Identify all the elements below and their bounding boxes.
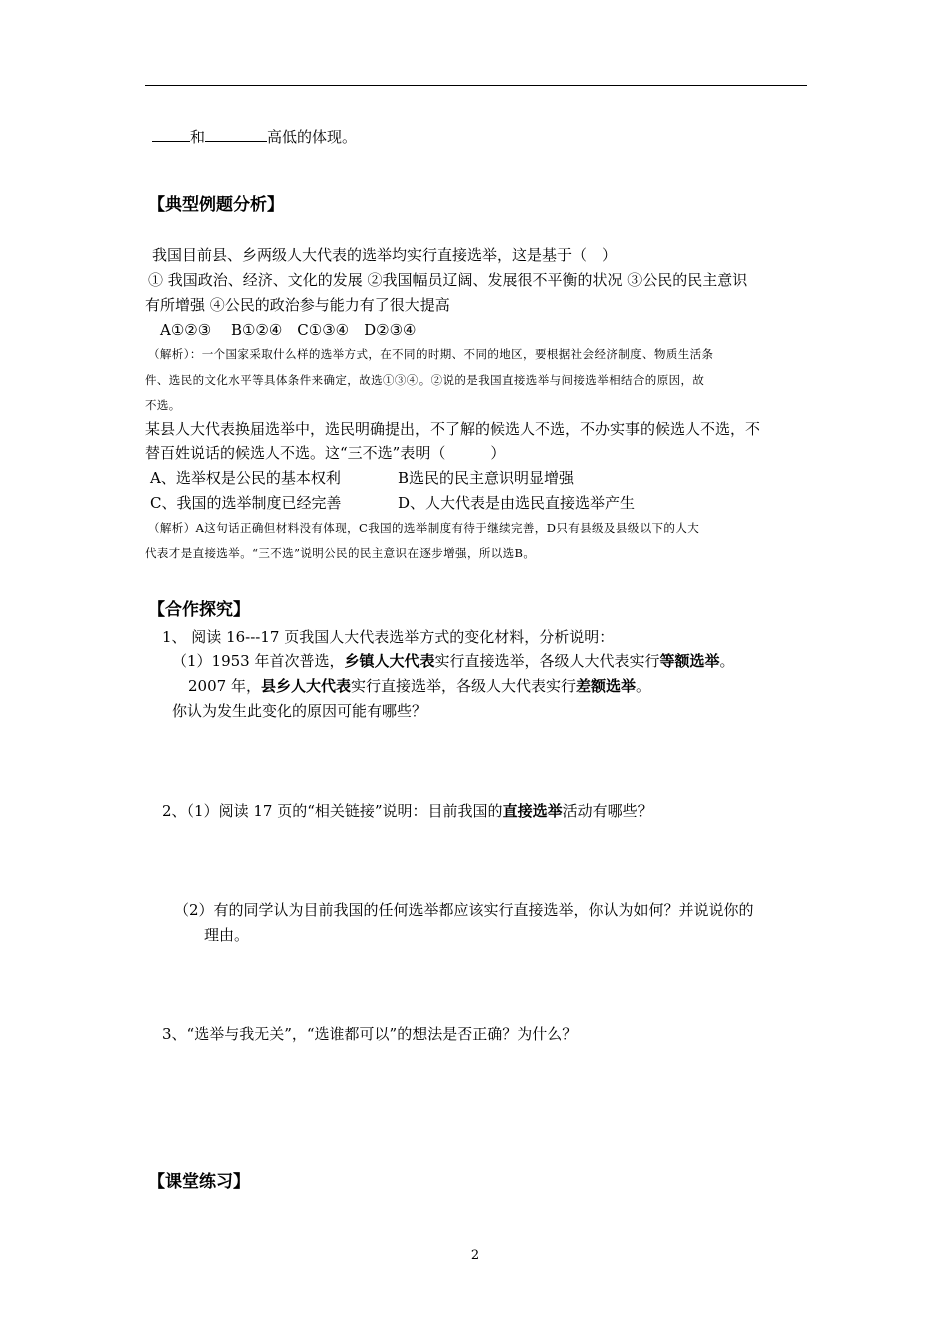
item1-line1-bold2: 等额选举: [659, 652, 720, 670]
item1-line2-bold2: 差额选举: [575, 677, 636, 695]
header-rule: [145, 85, 807, 86]
answer-blank-2[interactable]: [205, 127, 267, 142]
item1-line2: [188, 676, 651, 696]
item2-line1-text2: 活动有哪些？: [562, 802, 653, 820]
q2-analysis-line2: 代表才是直接选举。“三不选”说明公民的民主意识在逐步增强，所以选B。: [145, 546, 536, 560]
q2-option-c: C、我国的选举制度已经完善: [150, 494, 342, 512]
text-tail: 高低的体现。: [267, 128, 358, 146]
item2-sub2-line1: （2）有的同学认为目前我国的任何选举都应该实行直接选举，你认为如何？并说说你的: [174, 901, 754, 919]
q2-stem-line2: 替百姓说话的候选人不选。这“三不选”表明（ ）: [145, 444, 506, 462]
item2-line1-text1: 2、（1）阅读 17 页的“相关链接”说明：目前我国的: [162, 802, 503, 820]
item1-line2-text1: 2007 年，: [188, 677, 261, 695]
q1-items-line1: ① 我国政治、经济、文化的发展 ②我国幅员辽阔、发展很不平衡的状况 ③公民的民主意识: [148, 271, 748, 289]
q1-items-line2: 有所增强 ④公民的政治参与能力有了很大提高: [145, 296, 450, 314]
section-title-class-exercise: 【课堂练习】: [148, 1172, 250, 1192]
item2-line1: [162, 801, 653, 821]
item1-line1: [172, 651, 735, 671]
q2-option-a: A、选举权是公民的基本权利: [150, 469, 341, 487]
q2-stem-line1: 某县人大代表换届选举中，选民明确提出，不了解的候选人不选，不办实事的候选人不选，不: [145, 420, 761, 438]
item3: 3、“选举与我无关”，“选谁都可以”的想法是否正确？为什么？: [162, 1025, 578, 1043]
q1-stem: 我国目前县、乡两级人大代表的选举均实行直接选举，这是基于（ ）: [152, 246, 618, 264]
page-number: 2: [470, 1248, 480, 1263]
item1-line1-text3: 。: [719, 652, 735, 670]
section-title-example-analysis: 【典型例题分析】: [148, 195, 284, 215]
section-title-cooperative-inquiry: 【合作探究】: [148, 600, 250, 620]
q1-options: A①②③ B①②④ C①③④ D②③④: [160, 321, 417, 339]
text-he: 和: [190, 128, 206, 146]
item2-sub2-line2: 理由。: [204, 926, 250, 944]
q2-analysis-line1: （解析）A这句话正确但材料没有体现，C我国的选举制度有待于继续完善，D只有县级及县级以下的人大: [148, 521, 700, 535]
item1-line1-bold1: 乡镇人大代表: [344, 652, 435, 670]
q2-option-d: D、人大代表是由选民直接选举产生: [398, 494, 636, 512]
q1-analysis-line3: 不选。: [145, 398, 181, 412]
item1-title: 1、 阅读 16---17 页我国人大代表选举方式的变化材料，分析说明：: [162, 628, 615, 646]
q1-analysis-line2: 件、选民的文化水平等具体条件来确定，故选①③④。②说的是我国直接选举与间接选举相结合的原因，故: [145, 373, 705, 387]
item1-line2-text3: 。: [636, 677, 652, 695]
item1-line2-text2: 实行直接选举，各级人大代表实行: [350, 677, 576, 695]
item1-line1-text2: 实行直接选举，各级人大代表实行: [434, 652, 660, 670]
q2-option-b: B选民的民主意识明显增强: [398, 469, 575, 487]
answer-blank-1[interactable]: [152, 127, 190, 142]
item1-question: 你认为发生此变化的原因可能有哪些？: [172, 702, 428, 720]
item1-line1-text1: （1）1953 年首次普选，: [172, 652, 345, 670]
fill-in-line: [152, 127, 357, 147]
item2-line1-bold: 直接选举: [502, 802, 563, 820]
item1-line2-bold1: 县乡人大代表: [260, 677, 351, 695]
q1-analysis-line1: （解析）：一个国家采取什么样的选举方式，在不同的时期、不同的地区，要根据社会经济制度、物质生活条: [148, 347, 714, 361]
